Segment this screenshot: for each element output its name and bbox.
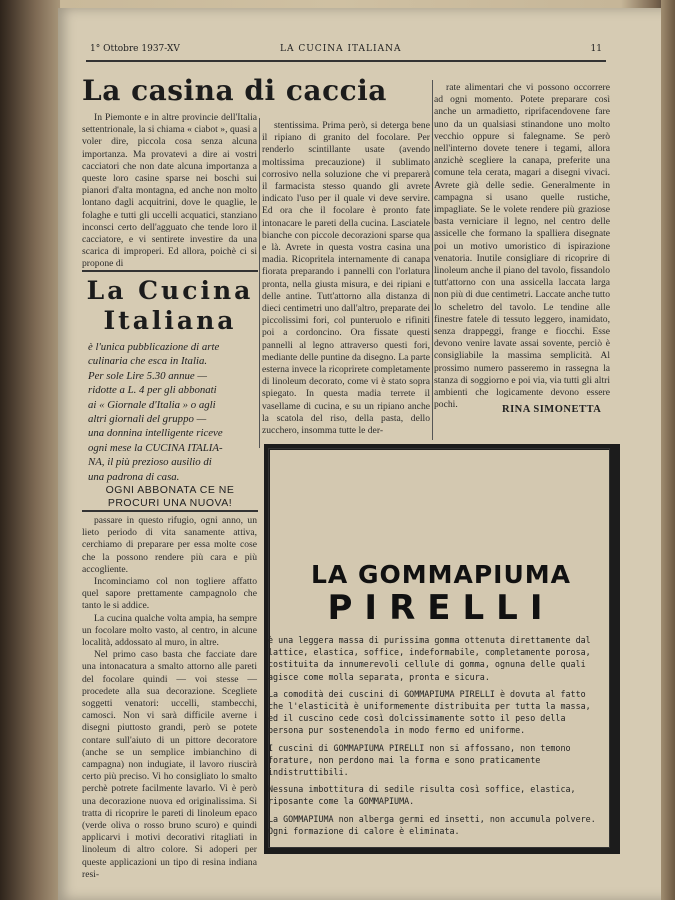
- article-column-2: [262, 120, 430, 442]
- promo-note-line2: PROCURI UNA NUOVA!: [107, 497, 233, 509]
- promo-line: NA, il più prezioso ausilio di: [88, 456, 212, 469]
- magazine-name: LA CUCINA ITALIANA: [280, 44, 402, 54]
- promo-line: altri giornali del gruppo —: [88, 413, 207, 426]
- promo-top-rule: [82, 270, 258, 272]
- article-column-1-top: [82, 112, 257, 270]
- left-page-edge: [0, 0, 60, 900]
- article-column-1-bottom: [82, 515, 257, 895]
- ad-headline: LA GOMMAPIUMA: [310, 560, 571, 589]
- promo-line: ogni mese la CUCINA ITALIA-: [88, 441, 223, 454]
- right-page-edge: [661, 0, 675, 900]
- ad-paragraph: Nessuna imbottitura di sedile risulta così soffice, elastica, riposante come la GOMMAPIUMA.: [268, 784, 576, 807]
- promo-body: [88, 340, 254, 484]
- promo-line: ai « Giornale d'Italia » o agli: [88, 398, 216, 411]
- page-header: [82, 44, 602, 60]
- author-signature: RINA SIMONETTA: [502, 404, 602, 415]
- promo-bottom-rule: [82, 510, 258, 512]
- ad-paragraph: è una leggera massa di purissima gomma ottenuta direttamente dal lattice, elastica, soffice, indeformabile, completamente porosa, costituita da innumerevoli cellule di gomma, ognuna delle quali agisce come molla separata, pronta e sicura.: [268, 635, 591, 682]
- article-paragraph: rate alimentari che vi possono occorrere ad ogni momento. Potete preparare così anche un armadietto, riprifacendovene fare uno da un qualsiasi stinandone uno molto vecchio oppure si falegname. Se però nell'interno dovete tenere i tegami, allora anzichè scegliere la canapa, preferite una comune tela cerata, magari a disegni vivaci. Avrete già delle sedie. Generalmente in campagna si usano quelle rustiche, impagliate. Se le volete rendere più graziose basta verniciare il legno, nel centro delle assicelle che formano la spalliera disegnate poi un motivo umoristico di ispirazione venatoria. Inutile consigliare di ricoprire di linoleum anche il piano del tavolo, fissandolo tutt'attorno con una assicella laccata larga non più di due centimetri. Laccate anche tutto lo scheletro del tavolo. Le tendine alle finestre fatele di tessuto leggero, inamidato, senza drappeggi, frange e fiocchi. Esse devono venire lavate assai sovente, perciò è consigliabile la massima semplicità. Al prossimo numero passeremo in rassegna la stanza di soggiorno e poi via, via tutti gli altri ambienti che logicamente devono essere pochi.: [434, 82, 610, 411]
- article-paragraph: La cucina qualche volta ampia, ha sempre un focolare molto vasto, al centro, in alcune località, addossato al muro, in altre.: [82, 612, 257, 649]
- promo-title: [82, 276, 258, 336]
- promo-line: è l'unica pubblicazione di arte: [88, 341, 220, 353]
- issue-date: 1° Ottobre 1937-XV: [90, 44, 180, 54]
- ad-body: [268, 634, 602, 842]
- promo-line: una padrona di casa.: [88, 470, 180, 483]
- promo-line: culinaria che esca in Italia.: [88, 355, 208, 368]
- page-number: 11: [590, 44, 602, 54]
- article-title: La casina di caccia: [82, 74, 387, 107]
- article-paragraph: In Piemonte e in altre provincie dell'Italia settentrionale, la si chiama « ciabot », quasi a voler dire, piccola cosa senza alcuna importanza. Ma provatevi a dire ai vostri cacciatori che non date alcuna importanza a queste loro casine sparse nei boschi sui pianori d'alta montagna, ed anche non molto lontano dagli acquitrini, dove le quaglie, le folaghe e tutti gli uccelli acquatici, stanziano inconsci certo dell'agguato che tende loro il cacciatore, e vi sentirete investire da una scarica di improperi. Ed allora, poichè ci si propone di: [82, 112, 257, 270]
- ad-paragraph: La comodità dei cuscini di GOMMAPIUMA PIRELLI è dovuta al fatto che l'elasticità è uniformemente distribuita per tutta la massa, ed il cuscino cede così dolcissimamente sotto il peso della persona pur sostenendola in modo fermo ed uniforme.: [268, 688, 591, 736]
- header-rule: [86, 60, 606, 62]
- promo-line: ridotte a L. 4 per gli abbonati: [88, 384, 217, 397]
- promo-note-line1: OGNI ABBONATA CE NE: [105, 484, 235, 496]
- column-divider: [432, 80, 433, 440]
- article-paragraph: stentissima. Prima però, si deterga bene il ripiano di granito del focolare. Per renderlo scintillante usate (avendo moltissima precauzione) il sublimato corrosivo nella soluzione che vi preparerà il farmacista stesso quando gli avrete indicato l'uso per il quale vi deve servire. Ed ora che il focolare è pronto fate intonacare le pareti della cucina. Lasciatele bianche con piccole decorazioni sparse qua e là. Avrete in questa vostra casina una madia. Ricopritela internamente di canapa fiorata preparando i pannelli con l'orlatura pronta, nella giusta misura, e dei ripiani e delle antine. Tutt'attorno alla distanza di dieci centimetri uno dall'altro, preparate dei piccolissimi fori, col punteruolo e rifiniti poi a cordoncino. Ora fissate questi pannelli al legno attraverso questi fori, mediante delle puntine da disegno. La parte esterna invece la ricoprirete completamente di linoleum decorato, come vi è stato sopra spiegato. In questa madia terrete il vasellame di cucina, e su un ripiano anche la scatola del riso, della pasta, dello zucchero, insomma tutte le der-: [262, 120, 430, 437]
- ad-brand: PIRELLI: [327, 588, 555, 628]
- article-paragraph: Incominciamo col non togliere affatto quel sapore prettamente campagnolo che tanto le si addice.: [82, 576, 257, 612]
- article-paragraph: passare in questo rifugio, ogni anno, un lieto periodo di vita sanamente attiva, cerchiamo di preparare per essa molte cose che la possono rendere più cara e più accogliente.: [82, 515, 257, 575]
- promo-note: [82, 484, 258, 510]
- promo-line: Per sole Lire 5.30 annue —: [88, 369, 207, 382]
- promo-line: una donnina intelligente riceve: [88, 427, 223, 440]
- ad-paragraph: I cuscini di GOMMAPIUMA PIRELLI non si affossano, non temono forature, non perdono mai la forma e sono praticamente indistruttibili.: [268, 742, 571, 778]
- column-divider: [259, 118, 260, 448]
- promo-title-line1: La Cucina: [86, 276, 254, 305]
- article-paragraph: Nel primo caso basta che facciate dare una intonacatura a smalto attorno alle pareti del focolare quindi — voi stesse — procedete alla sua decorazione. Scegliete soggetti venatori: uccelli, stambecchi, camosci. Non vi sarà difficile averne i disegni piuttosto grandi, però se potete contare sull'aiuto di un pittore decoratore (anche se un semplice imbianchino di campagna) non indugiate, il lavoro riuscirà certo più preciso. Vi ho consigliato lo smalto perchè potrete facilmente lavarlo. Vi è però una decorazione nuova ed originalissima. Si tratta di ricoprire le pareti di linoleum epaco (verde oliva o rosso bruno scuro) e quindi applicarvi i motivi decorativi ritagliati in linoleum di altro colore. Si adoperi per queste applicazioni un tipo di resina indiana resi-: [82, 649, 257, 880]
- ad-paragraph: La GOMMAPIUMA non alberga germi ed insetti, non accumula polvere. Ogni formazione di calore è eliminata.: [268, 813, 596, 836]
- promo-title-line2: Italiana: [103, 306, 237, 335]
